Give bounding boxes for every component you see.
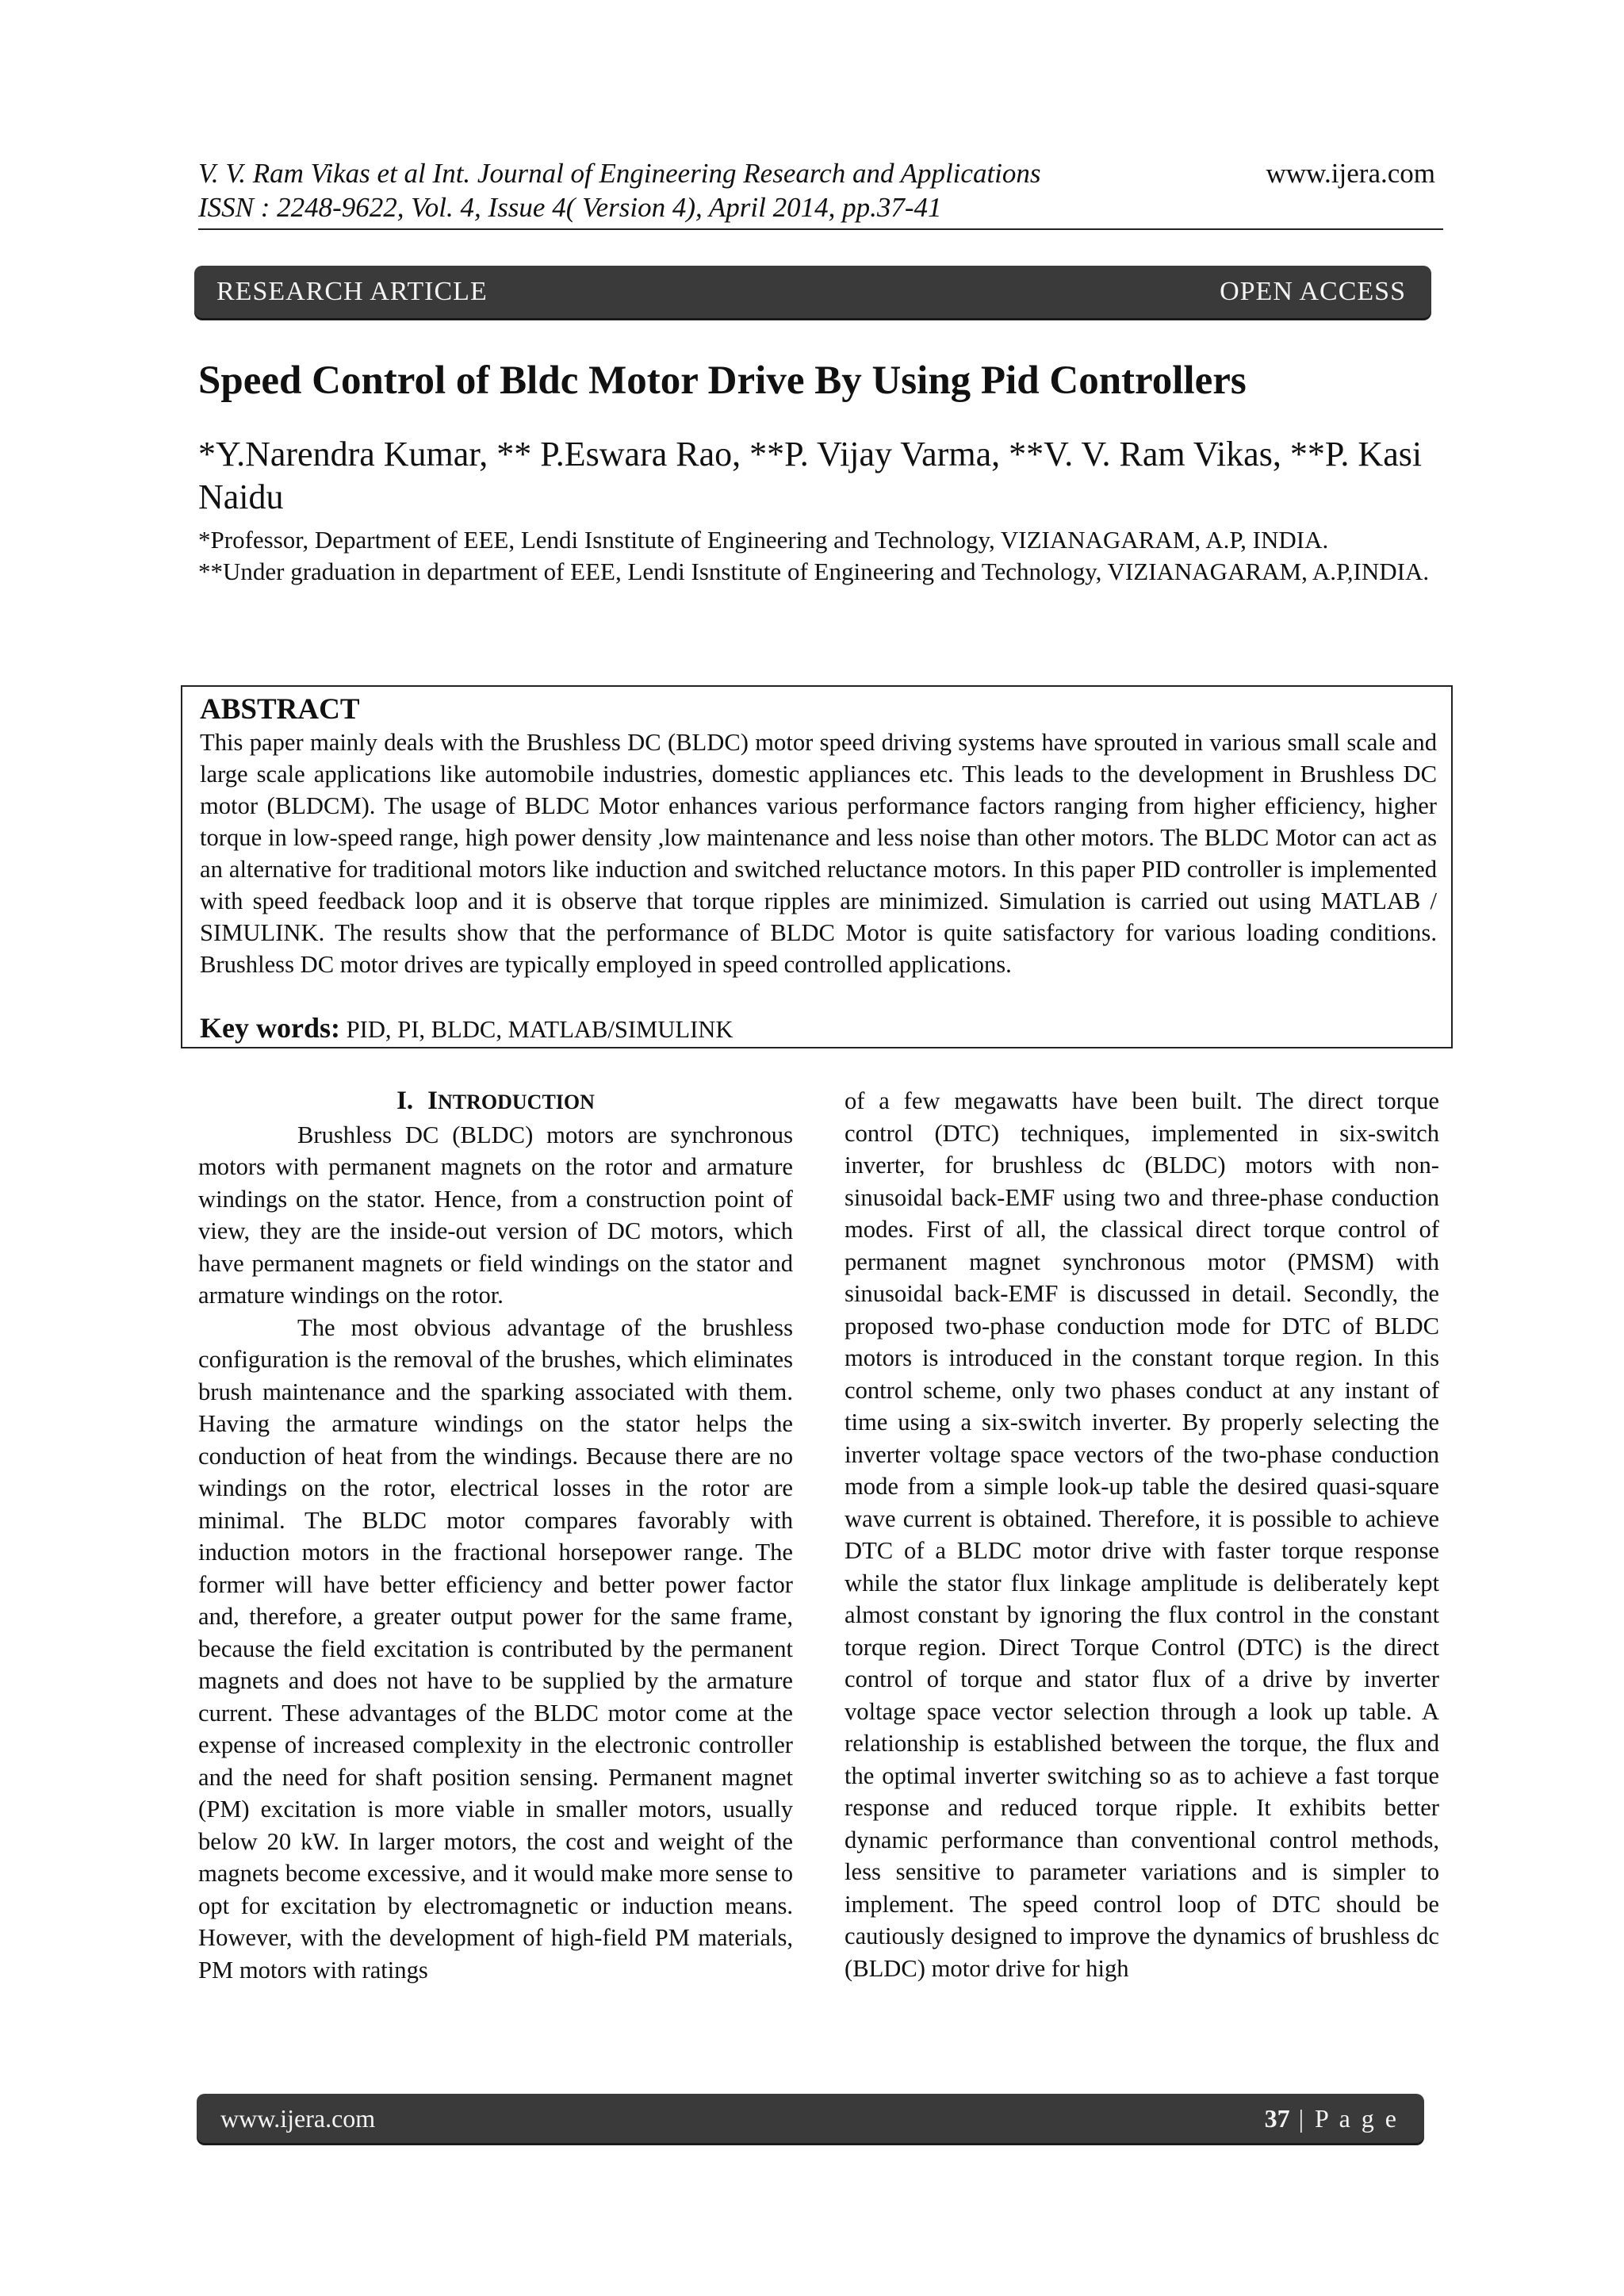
affiliation-1: *Professor, Department of EEE, Lendi Isnstitute of Engineering and Technology, VIZIANAGARAM, A.P, INDIA. xyxy=(198,526,1329,554)
open-access-label: OPEN ACCESS xyxy=(1220,277,1406,306)
article-type-banner xyxy=(194,266,1431,318)
journal-website: www.ijera.com xyxy=(1266,158,1435,189)
abstract-heading: ABSTRACT xyxy=(200,693,360,726)
section-heading-introduction xyxy=(198,1085,793,1119)
left-column xyxy=(198,1085,793,1986)
paper-title: Speed Control of Bldc Motor Drive By Using Pid Controllers xyxy=(198,358,1247,403)
page-label: | P a g e xyxy=(1289,2104,1399,2133)
abstract-text: This paper mainly deals with the Brushless DC (BLDC) motor speed driving systems have sprouted in various small scale and large scale applications like automobile industries, domestic appliances etc. This leads to the development in Brushless DC motor (BLDCM). The usage of BLDC Motor enhances various performance factors ranging from higher efficiency, higher torque in low-speed range, high power density ,low maintenance and less noise than other motors. The BLDC Motor can act as an alternative for traditional motors like induction and switched reluctance motors. In this paper PID controller is implemented with speed feedback loop and it is observe that torque ripples are minimized. Simulation is carried out using MATLAB / SIMULINK. The results show that the performance of BLDC Motor is quite satisfactory for various loading conditions. Brushless DC motor drives are typically employed in speed controlled applications. xyxy=(200,729,1437,978)
keywords-line xyxy=(200,1012,733,1045)
keywords-text: PID, PI, BLDC, MATLAB/SIMULINK xyxy=(346,1016,733,1043)
intro-paragraph-1: Brushless DC (BLDC) motors are synchronous motors with permanent magnets on the rotor and armature windings on the stator. Hence, from a construction point of view, they are the inside-out version of DC motors, which have permanent magnets or field windings on the stator and armature windings on the rotor. xyxy=(198,1121,793,1309)
section-number: I. xyxy=(396,1087,414,1115)
footer-page-indicator xyxy=(1265,2094,1399,2143)
author-list: *Y.Narendra Kumar, ** P.Eswara Rao, **P. Vijay Varma, **V. V. Ram Vikas, **P. Kasi Naidu xyxy=(198,435,1423,516)
affiliation-2: **Under graduation in department of EEE, Lendi Isnstitute of Engineering and Technology, VIZIANAGARAM, A.P,INDIA. xyxy=(198,558,1430,585)
intro-paragraph-2: The most obvious advantage of the brushless configuration is the removal of the brushes, which eliminates brush maintenance and the sparking associated with them. Having the armature windings on the stator helps the conduction of heat from the windings. Because there are no windings on the rotor, electrical losses in the rotor are minimal. The BLDC motor compares favorably with induction motors in the fractional horsepower range. The former will have better efficiency and better power factor and, therefore, a greater output power for the same frame, because the field excitation is contributed by the permanent magnets and does not have to be supplied by the armature current. These advantages of the BLDC motor come at the expense of increased complexity in the electronic controller and the need for shaft position sensing. Permanent magnet (PM) excitation is more viable in smaller motors, usually below 20 kW. In larger motors, the cost and weight of the magnets become excessive, and it would make more sense to opt for excitation by electromagnetic or induction means. However, with the development of high-field PM materials, PM motors with ratings xyxy=(198,1313,793,1984)
abstract-box xyxy=(181,685,1453,1048)
journal-header-line1: V. V. Ram Vikas et al Int. Journal of Engineering Research and Applications xyxy=(198,158,1041,189)
research-article-label: RESEARCH ARTICLE xyxy=(216,277,488,306)
section-heading-initial: I xyxy=(427,1087,438,1115)
affiliations xyxy=(198,524,1437,588)
intro-paragraph-continued: of a few megawatts have been built. The direct torque control (DTC) techniques, implemented in six-switch inverter, for brushless dc (BLDC) motors with non-sinusoidal back-EMF using two and three-phase conduction modes. First of all, the classical direct torque control of permanent magnet synchronous motor (PMSM) with sinusoidal back-EMF is discussed in detail. Secondly, the proposed two-phase conduction mode for DTC of BLDC motors is introduced in the constant torque region. In this control scheme, only two phases conduct at any instant of time using a six-switch inverter. By properly selecting the inverter voltage space vectors of the two-phase conduction mode from a simple look-up table the desired quasi-square wave current is obtained. Therefore, it is possible to achieve DTC of a BLDC motor drive with faster torque response while the stator flux linkage amplitude is deliberately kept almost constant by ignoring the flux control in the constant torque region. Direct Torque Control (DTC) is the direct control of torque and stator flux of a drive by inverter voltage space vector selection through a look up table. A relationship is established between the torque, the flux and the optimal inverter switching so as to achieve a fast torque response and reduced torque ripple. It exhibits better dynamic performance than conventional control methods, less sensitive to parameter variations and is simpler to implement. The speed control loop of DTC should be cautiously designed to improve the dynamics of brushless dc (BLDC) motor drive for high xyxy=(845,1087,1439,1982)
header-rule xyxy=(198,228,1443,230)
footer-website: www.ijera.com xyxy=(220,2104,376,2133)
section-heading-rest: NTRODUCTION xyxy=(438,1091,595,1114)
page-footer xyxy=(197,2094,1424,2143)
keywords-label: Key words: xyxy=(200,1012,340,1044)
page-number: 37 xyxy=(1264,2104,1290,2133)
right-column xyxy=(845,1085,1439,1984)
journal-header-line2: ISSN : 2248-9622, Vol. 4, Issue 4( Version 4), April 2014, pp.37-41 xyxy=(198,192,942,223)
